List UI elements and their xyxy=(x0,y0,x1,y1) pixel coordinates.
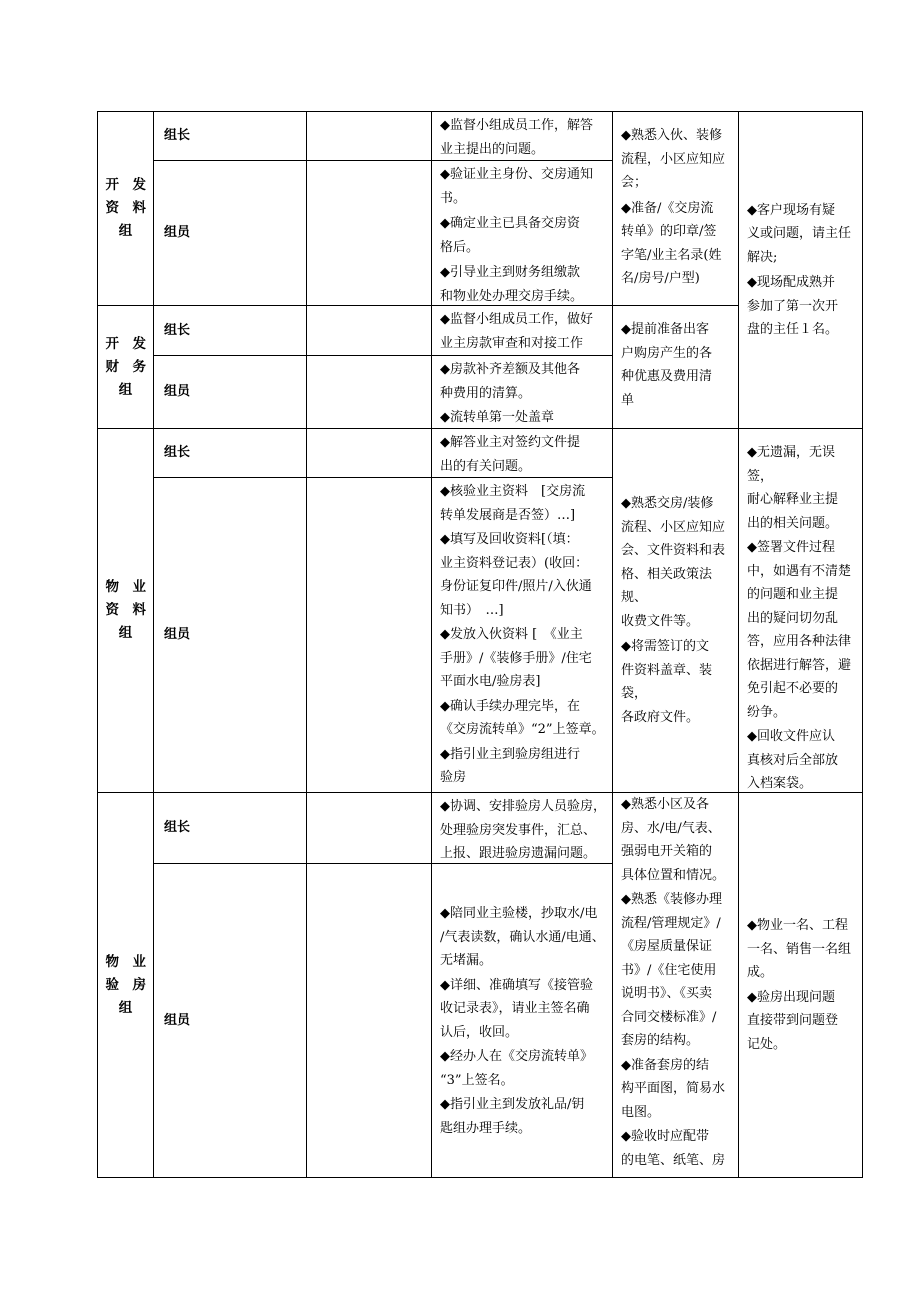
role-member: 组员 xyxy=(164,627,191,643)
group-label: 物 业 资 料 组 xyxy=(105,579,146,641)
requirements xyxy=(613,793,738,1177)
role-member: 组员 xyxy=(164,225,191,241)
duty-item: ◆指引业主到发放礼品/钥 匙组办理手续。 xyxy=(440,1097,585,1136)
requirements xyxy=(613,429,738,792)
duty-item: ◆指引业主到验房组进行 验房 xyxy=(440,746,580,785)
leader-duties xyxy=(432,306,612,355)
duty-item: ◆流转单第一处盖章 xyxy=(440,410,554,425)
leader-duties xyxy=(432,429,612,477)
role-leader: 组长 xyxy=(164,445,191,461)
role-member: 组员 xyxy=(164,1012,191,1028)
duty-item: ◆详细、准确填写《接管验 收记录表》，请业主签名确 认后，收回。 xyxy=(440,977,593,1040)
duty-item: ◆房款补齐差额及其他各 种费用的清算。 xyxy=(440,362,580,401)
role-leader: 组长 xyxy=(164,820,191,836)
group-pm-material xyxy=(98,429,153,792)
duty-item: ◆填写及回收资料[（填： 业主资料登记表）(收回： 身份证复印件/照片/入伙通 知书） …] xyxy=(440,532,592,618)
notes xyxy=(739,793,862,1177)
duty-item: ◆监督小组成员工作，解答 业主提出的问题。 xyxy=(440,118,593,157)
requirement-item: ◆熟悉《装修办理 流程/管理规定》/ 《房屋质量保证 书》/《住宅使用 说明书》、《买卖 合同交楼标准》/ 套房的结构。 xyxy=(621,892,722,1048)
note-item: ◆物业一名、工程 一名、销售一名组 成。 xyxy=(747,918,852,980)
duty-item: ◆核验业主资料 [交房流 转单发展商是否签）…] xyxy=(440,484,586,523)
requirement-item: ◆将需签订的文 件资料盖章、装袋， 各政府文件。 xyxy=(621,639,713,725)
note-item: ◆回收文件应认 真核对后全部放 入档案袋。 xyxy=(747,729,839,791)
requirement-item: ◆熟悉入伙、装修 流程，小区应知应 会； xyxy=(621,128,726,190)
duty-item: ◆经办人在《交房流转单》 “3”上签名。 xyxy=(440,1049,593,1088)
requirements xyxy=(613,306,738,428)
member-duties xyxy=(432,356,612,428)
group-dev-finance xyxy=(98,306,153,428)
member-duties xyxy=(432,478,612,792)
notes-dev-shared xyxy=(739,112,862,428)
group-label: 开 发 资 料 组 xyxy=(105,177,146,239)
note-item: ◆现场配成熟并 参加了第一次开 盘的主任１名。 xyxy=(747,275,839,337)
note-item: ◆无遗漏，无误签， 耐心解释业主提 出的相关问题。 xyxy=(747,445,839,531)
group-label: 开 发 财 务 组 xyxy=(105,335,146,398)
duty-item: ◆确定业主已具备交房资 格后。 xyxy=(440,216,580,255)
duty-item: ◆发放入伙资料 [ 《业主 手册》/《装修手册》/住宅 平面水电/验房表] xyxy=(440,627,592,689)
duty-item: ◆确认手续办理完毕，在 《交房流转单》“2”上签章。 xyxy=(440,698,605,737)
duty-item: ◆引导业主到财务组缴款 和物业处办理交房手续。 xyxy=(440,265,584,304)
member-duties xyxy=(432,161,612,305)
leader-duties xyxy=(432,793,612,863)
role-leader: 组长 xyxy=(164,322,191,338)
note-item: ◆客户现场有疑 义或问题，请主任 解决; xyxy=(747,202,852,265)
duty-item: ◆陪同业主验楼，抄取水/电 /气表读数，确认水通/电通、 无堵漏。 xyxy=(440,906,605,968)
role-leader: 组长 xyxy=(164,128,191,144)
requirement-item: ◆准备套房的结 构平面图，简易水 电图。 xyxy=(621,1057,726,1120)
requirement-item: ◆熟悉交房/装修 流程、小区应知应 会、文件资料和表 格、相关政策法规、 收费文件等。 xyxy=(621,496,726,629)
requirement-item: ◆验收时应配带 的电笔、纸笔、房 xyxy=(621,1129,726,1168)
member-duties xyxy=(432,864,612,1177)
note-item: ◆签署文件过程 中，如遇有不清楚 的问题和业主提 出的疑问切勿乱 答，应用各种法律 依据进行解答，避 免引起不必要的 纷争。 xyxy=(747,540,852,720)
duty-item: ◆监督小组成员工作，做好 业主房款审查和对接工作 xyxy=(440,312,593,351)
duty-item: ◆协调、安排验房人员验房， 处理验房突发事件，汇总、 上报、跟进验房遗漏问题。 xyxy=(440,799,606,861)
requirement-item: ◆熟悉小区及各 房、水/电/气表、 强弱电开关箱的 具体位置和情况。 xyxy=(621,797,726,883)
duty-item: ◆验证业主身份、交房通知 书。 xyxy=(440,167,593,206)
duty-item: ◆解答业主对签约文件提 出的有关问题。 xyxy=(440,435,580,474)
requirement-item: ◆准备/《交房流 转单》的印章/签 字笔/业主名录(姓 名/房号/户型) xyxy=(621,200,722,286)
group-label: 物 业 验 房 组 xyxy=(105,953,146,1016)
notes xyxy=(739,429,862,792)
note-item: ◆验房出现问题 直接带到问题登 记处。 xyxy=(747,989,839,1052)
leader-duties xyxy=(432,112,612,160)
requirements xyxy=(613,112,738,305)
requirement-item: ◆提前准备出客 户购房产生的各 种优惠及费用清 单 xyxy=(621,322,713,408)
role-member: 组员 xyxy=(164,384,191,400)
group-dev-material xyxy=(98,112,153,305)
group-pm-inspection xyxy=(98,793,153,1177)
